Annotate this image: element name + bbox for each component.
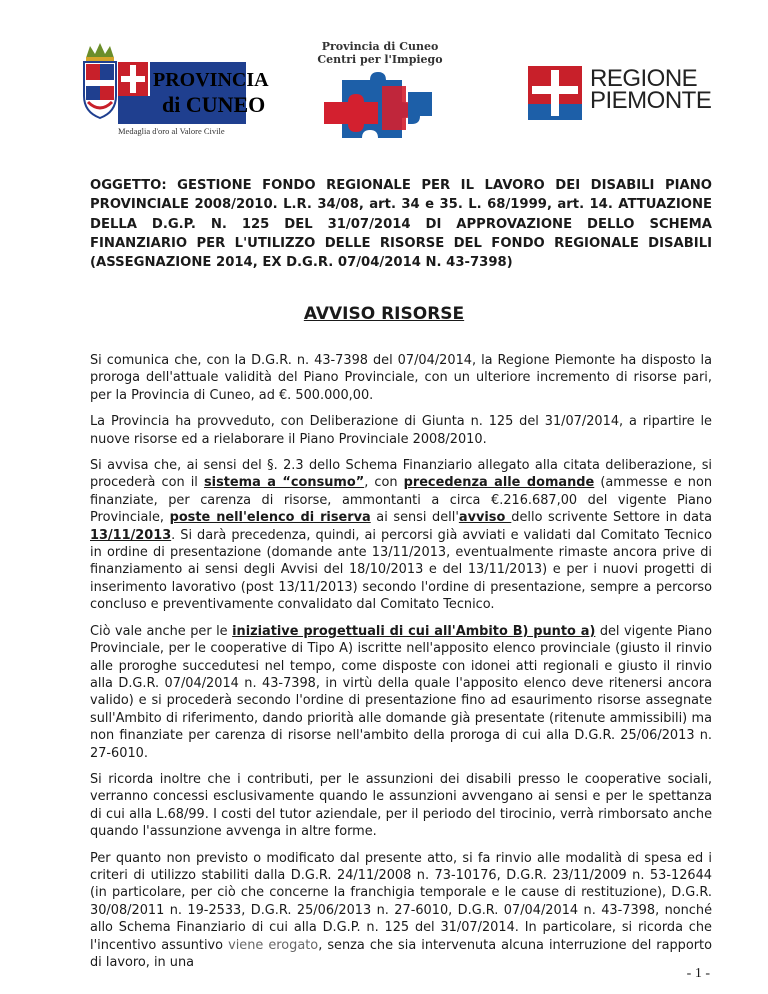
puzzle-icon [320, 72, 440, 146]
p3-text-2: , con [364, 475, 404, 491]
paragraph-4 [90, 623, 712, 762]
paragraph-3 [90, 457, 712, 614]
p4-bold-iniziative: iniziative progettuali di cui all'Ambito B) punto a) [232, 623, 596, 639]
p4-text-1: Ciò vale anche per le [90, 623, 233, 639]
page-header [0, 0, 768, 150]
provincia-text-line1: PROVINCIA [153, 69, 269, 91]
p3-bold-precedenza: precedenza alle domande [403, 475, 595, 491]
document-subject: OGGETTO: GESTIONE FONDO REGIONALE PER IL LAVORO DEI DISABILI PIANO PROVINCIALE 2008/2010. L.R. 34/08, art. 34 e 35. L. 68/1999, art. 14. ATTUAZIONE DELLA D.G.P. N. 125 DEL 31/07/2014 DI APPROVAZIONE DELLO SCHEMA FINANZIARIO PER L'UTILIZZO DELLE RISORSE DEL FONDO REGIONALE DISABILI (ASSEGNAZIONE 2014, EX D.G.R. 07/04/2014 N. 43-7398) [90, 178, 712, 271]
centri-text-line1: Provincia di Cuneo [321, 40, 439, 53]
provincia-text-line2: di CUNEO [162, 92, 266, 117]
p6-text-2: , senza che sia intervenuta alcuna interruzione del rapporto di lavoro, in una [90, 937, 712, 970]
paragraph-2: La Provincia ha provveduto, con Deliberazione di Giunta n. 125 del 31/07/2014, a ripartire le nuove risorse ed a rielaborare il Piano Provinciale 2008/2010. [90, 414, 712, 447]
p3-bold-elenco-riserva: poste nell'elenco di riserva [169, 510, 371, 526]
p3-bold-sistema-consumo: sistema a “consumo” [203, 475, 365, 491]
p3-bold-avviso: avviso [458, 510, 512, 526]
regione-text-line2: PIEMONTE [590, 87, 712, 114]
provincia-tagline: Medaglia d'oro al Valore Civile [118, 126, 225, 136]
coat-of-arms-icon [84, 62, 116, 118]
crown-icon [86, 43, 114, 61]
paragraph-1: Si comunica che, con la D.G.R. n. 43-7398 del 07/04/2014, la Regione Piemonte ha disposto la proroga dell'attuale validità del Piano Provinciale, con un ulteriore incremento di risorse pari, per la Provincia di Cuneo, ad €. 500.000,00. [90, 353, 712, 403]
document-body [90, 352, 712, 980]
p3-text-6: . Si darà precedenza, quindi, ai percorsi già avviati e validati dal Comitato Tecnico in ordine di presentazione (domande ante 13/11/2013, eventualmente rimaste ancora prive di finanziamento ai sensi degli Avvisi del 18/10/2013 e del 13/11/2013) e per i nuovi progetti di inserimento lavorativo (post 13/11/2013) secondo l'ordine di presentazione, sempre a percorso concluso e preventivamente convalidato dal Comitato Tecnico. [90, 527, 712, 613]
regione-text-line1: REGIONE [590, 65, 698, 92]
provincia-di-cuneo-logo [78, 40, 269, 140]
p3-text-5: dello scrivente Settore in data [511, 510, 712, 526]
p3-text-1: Si avvisa che, ai sensi del §. 2.3 dello Schema Finanziario allegato alla citata deliberazione, si procederà con il [90, 458, 712, 491]
p6-gray-text: viene erogato [228, 937, 319, 953]
p4-text-2: del vigente Piano Provinciale, per le cooperative di Tipo A) iscritte nell'apposito elenco provinciale (giusto il rinvio alle proroghe succedutesi nel tempo, come disposte con idonei atti regionali e giusto il rinvio alla D.G.R. 07/04/2014 n. 43-7398, in virtù della quale l'apposito elenco deve ritenersi ancora valido) e si procederà secondo l'ordine di presentazione fino ad esaurimento risorse assegnate sull'Ambito di riferimento, dando priorità alle domande già presentate (ritenute ammissibili) ma non finanziate per carenza di risorse nell'ambito della proroga di cui alla D.G.R. 25/06/2013 n. 27-6010. [90, 623, 712, 761]
page-number: - 1 - [686, 966, 710, 981]
regione-piemonte-logo [528, 62, 712, 122]
paragraph-5: Si ricorda inoltre che i contributi, per le assunzioni dei disabili presso le cooperative sociali, verranno concessi esclusivamente quando le assunzioni avvengano ai sensi e per le spettanza di cui alla L.68/99. I costi del tutor aziendale, per il periodo del tirocinio, verrà rimborsato anche quando l'assunzione avvenga in altre forme. [90, 771, 712, 840]
regione-emblem-icon [528, 66, 582, 120]
p3-text-3: (ammesse e non finanziate, per carenza di risorse, ammontanti a circa €.216.687,00 del vigente Piano Provinciale, [90, 475, 713, 526]
centri-text-line2: Centri per l'Impiego [317, 53, 443, 66]
document-title: AVVISO RISORSE [303, 304, 465, 324]
p6-text-1: Per quanto non previsto o modificato dal presente atto, si fa rinvio alle modalità di spesa ed i criteri di utilizzo stabiliti dalla D.G.R. 24/11/2008 n. 73-10176, D.G.R. 23/11/2009 n. 53-12644 (in particolare, per ciò che concerne la franchigia temporale e le cause di restituzione), D.G.R. 30/08/2011 n. 19-2533, D.G.R. 25/06/2013 n. 27-6010, D.G.R. 07/04/2014 n. 43-7398, nonché allo Schema Finanziario di cui alla D.G.P. n. 125 del 31/07/2014. In particolare, si ricorda che l'incentivo assuntivo [90, 850, 712, 953]
paragraph-6 [90, 850, 712, 972]
p3-bold-date: 13/11/2013 [90, 527, 172, 543]
p3-text-4: ai sensi dell' [370, 510, 459, 526]
centri-per-impiego-logo [310, 40, 450, 140]
